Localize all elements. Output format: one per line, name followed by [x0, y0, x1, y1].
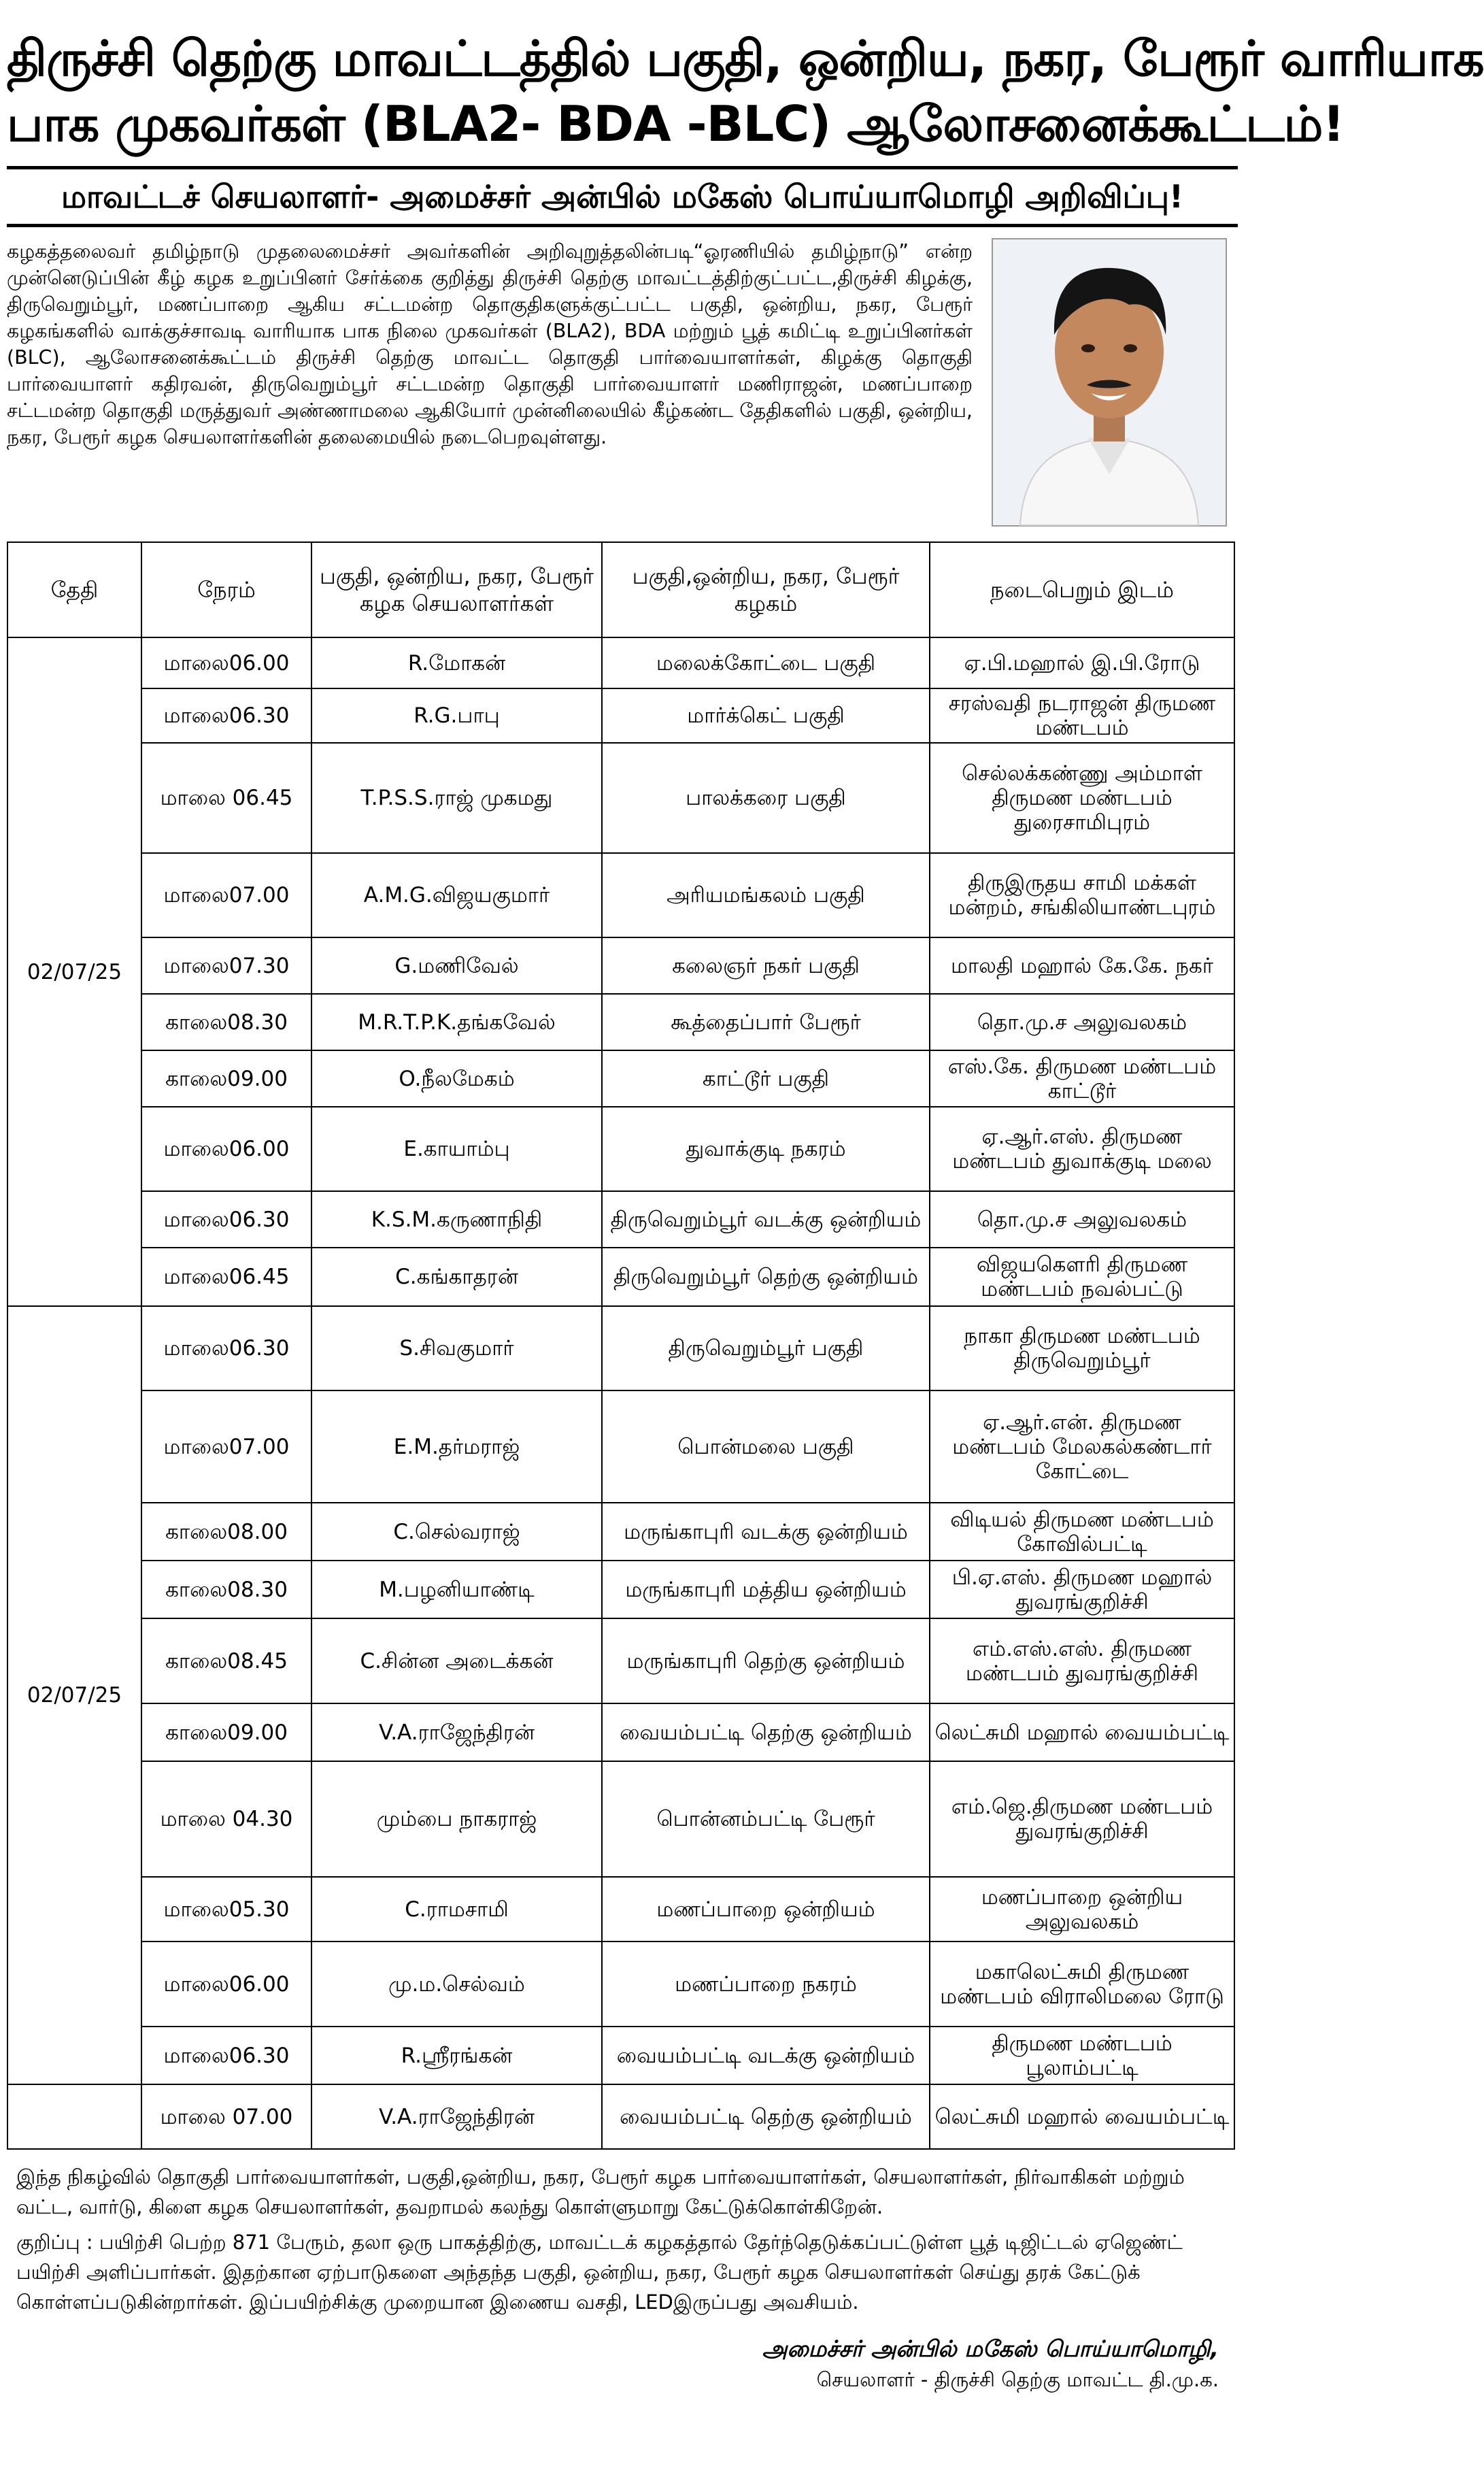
- secretary-cell: S.சிவகுமார்: [311, 1306, 602, 1390]
- time-cell: காலை08.30: [141, 1561, 311, 1618]
- venue-cell: விடியல் திருமண மண்டபம் கோவில்பட்டி: [930, 1503, 1234, 1561]
- secretary-cell: மும்பை நாகராஜ்: [311, 1761, 602, 1877]
- unit-cell: அரியமங்கலம் பகுதி: [602, 853, 930, 937]
- secretary-cell: G.மணிவேல்: [311, 937, 602, 994]
- secretary-cell: V.A.ராஜேந்திரன்: [311, 1703, 602, 1761]
- table-row: [7, 1618, 1234, 1703]
- unit-cell: பொன்மலை பகுதி: [602, 1390, 930, 1503]
- secretary-cell: O.நீலமேகம்: [311, 1050, 602, 1107]
- signature-name: அமைச்சர் அன்பில் மகேஸ் பொய்யாமொழி,: [762, 2335, 1219, 2362]
- table-row: [7, 2027, 1234, 2084]
- venue-cell: பி.ஏ.எஸ். திருமண மஹால் துவரங்குறிச்சி: [930, 1561, 1234, 1618]
- unit-cell: வையம்பட்டி தெற்கு ஒன்றியம்: [602, 2084, 930, 2149]
- footer-paragraph: இந்த நிகழ்வில் தொகுதி பார்வையாளர்கள், பகுதி,ஒன்றிய, நகர, பேரூர் கழக பார்வையாளர்கள், செயலாளர்கள், நிர்வாகிகள் மற்றும் வட்ட, வார்டு, கிளை கழக செயலாளர்கள், தவறாமல் கலந்து கொள்ளுமாறு கேட்டுக்கொள்கிறேன்.: [16, 2165, 1185, 2218]
- table-row: [7, 937, 1234, 994]
- time-cell: மாலை05.30: [141, 1877, 311, 1942]
- table-row: [7, 1561, 1234, 1618]
- table-row: [7, 1107, 1234, 1191]
- table-row: [7, 743, 1234, 853]
- secretary-cell: C.ராமசாமி: [311, 1877, 602, 1942]
- unit-cell: காட்டூர் பகுதி: [602, 1050, 930, 1107]
- table-row: [7, 688, 1234, 743]
- unit-cell: மணப்பாறை ஒன்றியம்: [602, 1877, 930, 1942]
- title-block: [7, 0, 1484, 156]
- table-row: [7, 853, 1234, 937]
- secretary-cell: K.S.M.கருணாநிதி: [311, 1191, 602, 1248]
- unit-cell: வையம்பட்டி வடக்கு ஒன்றியம்: [602, 2027, 930, 2084]
- venue-cell: ஏ.ஆர்.எஸ். திருமண மண்டபம் துவாக்குடி மலை: [930, 1107, 1234, 1191]
- unit-cell: திருவெறும்பூர் பகுதி: [602, 1306, 930, 1390]
- time-cell: மாலை06.00: [141, 637, 311, 688]
- venue-cell: நாகா திருமண மண்டபம் திருவெறும்பூர்: [930, 1306, 1234, 1390]
- time-cell: மாலை07.00: [141, 1390, 311, 1503]
- venue-cell: எம்.ஜெ.திருமண மண்டபம் துவரங்குறிச்சி: [930, 1761, 1234, 1877]
- time-cell: காலை08.30: [141, 994, 311, 1050]
- venue-cell: மகாலெட்சுமி திருமண மண்டபம் விராலிமலை ரோடு: [930, 1942, 1234, 2027]
- unit-cell: வையம்பட்டி தெற்கு ஒன்றியம்: [602, 1703, 930, 1761]
- date-cell: 02/07/25: [7, 1306, 141, 2084]
- secretary-cell: T.P.S.S.ராஜ் முகமது: [311, 743, 602, 853]
- venue-cell: திருமண மண்டபம் பூலாம்பட்டி: [930, 2027, 1234, 2084]
- table-row: [7, 2084, 1234, 2149]
- unit-cell: கலைஞர் நகர் பகுதி: [602, 937, 930, 994]
- secretary-cell: C.கங்காதரன்: [311, 1248, 602, 1306]
- intro-section: [7, 238, 1238, 537]
- time-cell: மாலை 07.00: [141, 2084, 311, 2149]
- venue-cell: லெட்சுமி மஹால் வையம்பட்டி: [930, 1703, 1234, 1761]
- unit-cell: மருங்காபுரி தெற்கு ஒன்றியம்: [602, 1618, 930, 1703]
- venue-cell: சரஸ்வதி நடராஜன் திருமண மண்டபம்: [930, 688, 1234, 743]
- unit-cell: மருங்காபுரி வடக்கு ஒன்றியம்: [602, 1503, 930, 1561]
- signature-role: செயலாளர் - திருச்சி தெற்கு மாவட்ட தி.மு.க.: [816, 2368, 1219, 2391]
- footer-note: குறிப்பு : பயிற்சி பெற்ற 871 பேரும், தலா ஒரு பாகத்திற்கு, மாவட்டக் கழகத்தால் தேர்ந்தெடுக்கப்பட்டுள்ள பூத் டிஜிட்டல் ஏஜெண்ட் பயிற்சி அளிப்பார்கள். இதற்கான ஏற்பாடுகளை அந்தந்த பகுதி, ஒன்றிய, நகர, பேரூர் கழக செயலாளர்கள் செய்து தரக் கேட்டுக் கொள்ளப்படுகின்றார்கள். இப்பயிற்சிக்கு முறையான இணைய வசதி, LEDஇருப்பது அவசியம்.: [16, 2231, 1183, 2314]
- table-row: [7, 1191, 1234, 1248]
- time-cell: காலை09.00: [141, 1050, 311, 1107]
- unit-cell: மருங்காபுரி மத்திய ஒன்றியம்: [602, 1561, 930, 1618]
- portrait-illustration: [993, 239, 1226, 525]
- schedule-table: [7, 541, 1235, 2150]
- footer: [7, 2162, 1238, 2317]
- venue-cell: செல்லக்கண்ணு அம்மாள் திருமண மண்டபம் துரைசாமிபுரம்: [930, 743, 1234, 853]
- header-unit: பகுதி,ஒன்றிய, நகர, பேரூர் கழகம்: [602, 542, 930, 637]
- table-row: [7, 1503, 1234, 1561]
- table-row: [7, 1306, 1234, 1390]
- unit-cell: மணப்பாறை நகரம்: [602, 1942, 930, 2027]
- secretary-cell: R.ஸ்ரீரங்கன்: [311, 2027, 602, 2084]
- secretary-cell: E.M.தர்மராஜ்: [311, 1390, 602, 1503]
- time-cell: மாலை06.30: [141, 2027, 311, 2084]
- time-cell: காலை09.00: [141, 1703, 311, 1761]
- title-line-2: பாக முகவர்கள் (BLA2- BDA -BLC) ஆலோசனைக்கூட்டம்!: [7, 95, 1345, 152]
- header-date: தேதி: [7, 542, 141, 637]
- venue-cell: மாலதி மஹால் கே.கே. நகர்: [930, 937, 1234, 994]
- time-cell: மாலை07.00: [141, 853, 311, 937]
- time-cell: மாலை06.00: [141, 1107, 311, 1191]
- venue-cell: விஜயகௌரி திருமண மண்டபம் நவல்பட்டு: [930, 1248, 1234, 1306]
- time-cell: மாலை 04.30: [141, 1761, 311, 1877]
- table-row: [7, 1050, 1234, 1107]
- unit-cell: மலைக்கோட்டை பகுதி: [602, 637, 930, 688]
- time-cell: மாலை06.45: [141, 1248, 311, 1306]
- unit-cell: பொன்னம்பட்டி பேரூர்: [602, 1761, 930, 1877]
- table-row: [7, 1703, 1234, 1761]
- table-header-row: [7, 542, 1234, 637]
- time-cell: காலை08.00: [141, 1503, 311, 1561]
- time-cell: மாலை06.30: [141, 1191, 311, 1248]
- secretary-cell: M.R.T.P.K.தங்கவேல்: [311, 994, 602, 1050]
- header-time: நேரம்: [141, 542, 311, 637]
- table-row: [7, 1248, 1234, 1306]
- date-cell: 02/07/25: [7, 637, 141, 1306]
- table-row: [7, 994, 1234, 1050]
- venue-cell: தொ.மு.ச அலுவலகம்: [930, 994, 1234, 1050]
- unit-cell: திருவெறும்பூர் தெற்கு ஒன்றியம்: [602, 1248, 930, 1306]
- time-cell: மாலை06.30: [141, 1306, 311, 1390]
- unit-cell: பாலக்கரை பகுதி: [602, 743, 930, 853]
- unit-cell: கூத்தைப்பார் பேரூர்: [602, 994, 930, 1050]
- venue-cell: ஏ.பி.மஹால் இ.பி.ரோடு: [930, 637, 1234, 688]
- table-row: [7, 637, 1234, 688]
- table-row: [7, 1942, 1234, 2027]
- time-cell: காலை08.45: [141, 1618, 311, 1703]
- subtitle: மாவட்டச் செயலாளர்- அமைச்சர் அன்பில் மகேஸ் பொய்யாமொழி அறிவிப்பு!: [7, 166, 1238, 227]
- time-cell: மாலை06.00: [141, 1942, 311, 2027]
- time-cell: மாலை 06.45: [141, 743, 311, 853]
- secretary-cell: M.பழனியாண்டி: [311, 1561, 602, 1618]
- secretary-cell: R.G.பாபு: [311, 688, 602, 743]
- header-venue: நடைபெறும் இடம்: [930, 542, 1234, 637]
- secretary-cell: C.சின்ன அடைக்கன்: [311, 1618, 602, 1703]
- time-cell: மாலை06.30: [141, 688, 311, 743]
- venue-cell: லெட்சுமி மஹால் வையம்பட்டி: [930, 2084, 1234, 2149]
- unit-cell: மார்க்கெட் பகுதி: [602, 688, 930, 743]
- venue-cell: ஏ.ஆர்.என். திருமண மண்டபம் மேலகல்கண்டார் கோட்டை: [930, 1390, 1234, 1503]
- time-cell: மாலை07.30: [141, 937, 311, 994]
- venue-cell: எம்.எஸ்.எஸ். திருமண மண்டபம் துவரங்குறிச்சி: [930, 1618, 1234, 1703]
- empty-date-cell: [7, 2084, 141, 2149]
- secretary-cell: A.M.G.விஜயகுமார்: [311, 853, 602, 937]
- signature-block: [7, 2333, 1238, 2395]
- secretary-cell: C.செல்வராஜ்: [311, 1503, 602, 1561]
- secretary-cell: R.மோகன்: [311, 637, 602, 688]
- minister-photo: [992, 238, 1227, 527]
- header-secretary: பகுதி, ஒன்றிய, நகர, பேரூர் கழக செயலாளர்கள்: [311, 542, 602, 637]
- secretary-cell: E.காயாம்பு: [311, 1107, 602, 1191]
- venue-cell: எஸ்.கே. திருமண மண்டபம் காட்டூர்: [930, 1050, 1234, 1107]
- table-row: [7, 1761, 1234, 1877]
- unit-cell: துவாக்குடி நகரம்: [602, 1107, 930, 1191]
- venue-cell: திருஇருதய சாமி மக்கள் மன்றம், சங்கிலியாண்டபுரம்: [930, 853, 1234, 937]
- title-line-1: திருச்சி தெற்கு மாவட்டத்தில் பகுதி, ஒன்றிய, நகர, பேரூர் வாரியாக: [7, 30, 1484, 87]
- venue-cell: தொ.மு.ச அலுவலகம்: [930, 1191, 1234, 1248]
- secretary-cell: V.A.ராஜேந்திரன்: [311, 2084, 602, 2149]
- secretary-cell: மு.ம.செல்வம்: [311, 1942, 602, 2027]
- venue-cell: மணப்பாறை ஒன்றிய அலுவலகம்: [930, 1877, 1234, 1942]
- table-row: [7, 1877, 1234, 1942]
- unit-cell: திருவெறும்பூர் வடக்கு ஒன்றியம்: [602, 1191, 930, 1248]
- table-row: [7, 1390, 1234, 1503]
- intro-paragraph: கழகத்தலைவர் தமிழ்நாடு முதலைமைச்சர் அவர்களின் அறிவுறுத்தலின்படி“ஓரணியில் தமிழ்நாடு” என்ற முன்னெடுப்பின் கீழ் கழக உறுப்பினர் சேர்க்கை குறித்து திருச்சி தெற்கு மாவட்டத்திற்குட்பட்ட,திருச்சி கிழக்கு, திருவெறும்பூர், மணப்பாறை ஆகிய சட்டமன்ற தொகுதிகளுக்குட்பட்ட பகுதி, ஒன்றிய, நகர, பேரூர் கழகங்களில் வாக்குச்சாவடி வாரியாக பாக நிலை முகவர்கள் (BLA2), BDA மற்றும் பூத் கமிட்டி உறுப்பினர்கள் (BLC), ஆலோசனைக்கூட்டம் திருச்சி தெற்கு மாவட்ட தொகுதி பார்வையாளர்கள், கிழக்கு தொகுதி பார்வையாளர் கதிரவன், திருவெறும்பூர் சட்டமன்ற தொகுதி பார்வையாளர் மணிராஜன், மணப்பாறை சட்டமன்ற தொகுதி மருத்துவர் அண்ணாமலை ஆகியோர் முன்னிலையில் கீழ்கண்ட தேதிகளில் பகுதி, ஒன்றிய, நகர, பேரூர் கழக செயலாளர்களின் தலைமையில் நடைபெறவுள்ளது.: [7, 240, 973, 448]
